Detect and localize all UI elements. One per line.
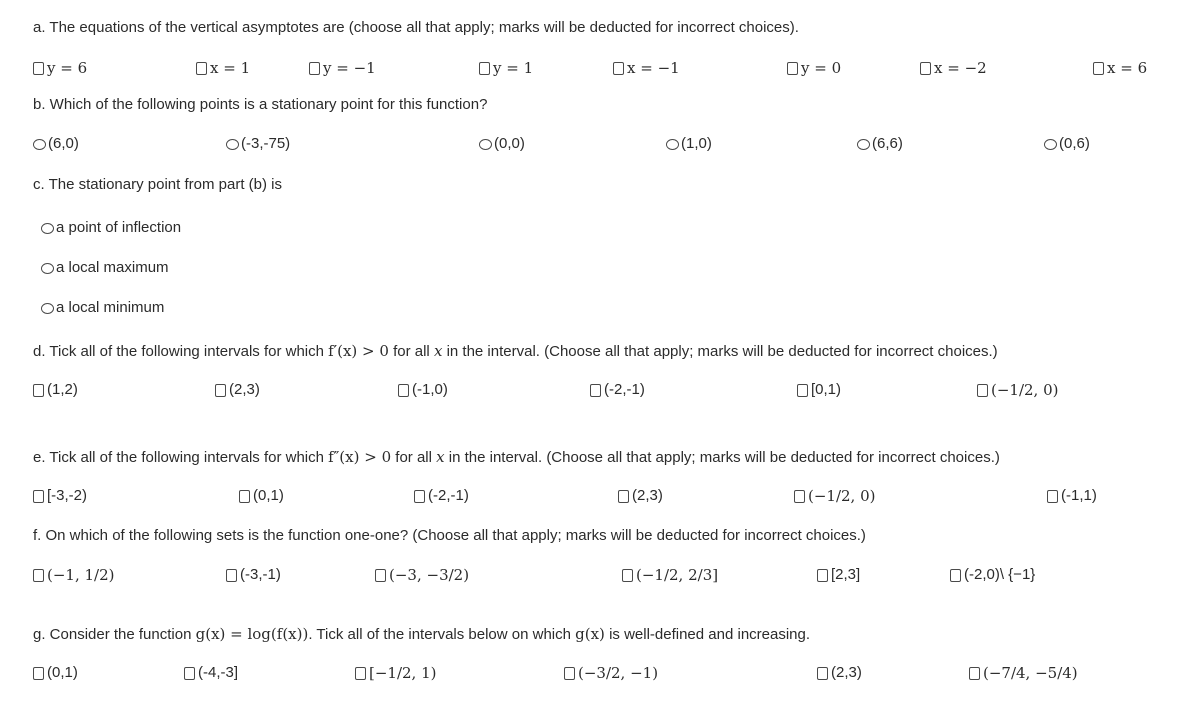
question-g-prompt: g. Consider the function g(x) = log(f(x)). Tick all of the intervals below on which g(x) is well-defined and increasing. [33,625,811,643]
checkbox[interactable] [375,569,386,582]
checkbox[interactable] [33,490,44,503]
option-f-3[interactable]: (−3, −3/2) [375,565,469,585]
question-g-options [0,663,1181,685]
option-b-1[interactable]: (6,0) [33,134,79,154]
option-a-8[interactable]: x = 6 [1093,58,1147,78]
option-e-2[interactable]: (0,1) [239,486,284,506]
checkbox[interactable] [1047,490,1058,503]
option-d-3[interactable]: (-1,0) [398,380,448,400]
checkbox[interactable] [1093,62,1104,75]
checkbox[interactable] [398,384,409,397]
checkbox[interactable] [817,569,828,582]
option-g-1[interactable]: (0,1) [33,663,78,683]
question-c-prompt: c. The stationary point from part (b) is [33,176,282,193]
checkbox[interactable] [196,62,207,75]
radio[interactable] [1044,139,1057,150]
question-f-prompt: f. On which of the following sets is the function one-one? (Choose all that apply; marks will be deducted for incorrect choices.) [33,527,866,544]
option-d-1[interactable]: (1,2) [33,380,78,400]
question-b-options [0,134,1181,156]
checkbox[interactable] [33,62,44,75]
question-d-options [0,380,1181,402]
option-f-6[interactable]: (-2,0)\ {−1} [950,565,1035,585]
question-a-options [0,58,1181,80]
checkbox[interactable] [479,62,490,75]
option-f-5[interactable]: [2,3] [817,565,860,585]
question-d-prompt: d. Tick all of the following intervals for which f′(x) > 0 for all x in the interval. (Choose all that apply; marks will be deducted for incorrect choices.) [33,342,998,360]
option-a-2[interactable]: x = 1 [196,58,250,78]
option-g-6[interactable]: (−7/4, −5/4) [969,663,1078,683]
option-g-2[interactable]: (-4,-3] [184,663,238,683]
question-e-prompt: e. Tick all of the following intervals for which f″(x) > 0 for all x in the interval. (Choose all that apply; marks will be deducted for incorrect choices.) [33,448,1000,466]
option-c-3[interactable]: a local minimum [41,298,164,318]
option-f-4[interactable]: (−1/2, 2/3] [622,565,718,585]
checkbox[interactable] [33,569,44,582]
option-b-4[interactable]: (1,0) [666,134,712,154]
radio[interactable] [479,139,492,150]
radio[interactable] [666,139,679,150]
option-b-2[interactable]: (-3,-75) [226,134,290,154]
radio[interactable] [857,139,870,150]
radio[interactable] [226,139,239,150]
radio[interactable] [41,223,54,234]
checkbox[interactable] [226,569,237,582]
checkbox[interactable] [794,490,805,503]
checkbox[interactable] [184,667,195,680]
option-c-1[interactable]: a point of inflection [41,218,181,238]
option-e-5[interactable]: (−1/2, 0) [794,486,876,506]
option-a-4[interactable]: y = 1 [479,58,533,78]
option-e-1[interactable]: [-3,-2) [33,486,87,506]
checkbox[interactable] [977,384,988,397]
option-a-3[interactable]: y = −1 [309,58,376,78]
checkbox[interactable] [564,667,575,680]
option-b-5[interactable]: (6,6) [857,134,903,154]
radio[interactable] [41,303,54,314]
question-b-prompt: b. Which of the following points is a stationary point for this function? [33,96,488,113]
option-g-4[interactable]: (−3/2, −1) [564,663,658,683]
checkbox[interactable] [817,667,828,680]
checkbox[interactable] [787,62,798,75]
option-d-5[interactable]: [0,1) [797,380,841,400]
option-e-4[interactable]: (2,3) [618,486,663,506]
checkbox[interactable] [309,62,320,75]
checkbox[interactable] [613,62,624,75]
option-e-3[interactable]: (-2,-1) [414,486,469,506]
option-a-6[interactable]: y = 0 [787,58,841,78]
checkbox[interactable] [414,490,425,503]
checkbox[interactable] [920,62,931,75]
option-a-7[interactable]: x = −2 [920,58,987,78]
checkbox[interactable] [33,667,44,680]
checkbox[interactable] [797,384,808,397]
checkbox[interactable] [33,384,44,397]
checkbox[interactable] [622,569,633,582]
option-f-1[interactable]: (−1, 1/2) [33,565,115,585]
question-e-options [0,486,1181,508]
option-a-5[interactable]: x = −1 [613,58,680,78]
checkbox[interactable] [590,384,601,397]
checkbox[interactable] [355,667,366,680]
checkbox[interactable] [239,490,250,503]
option-c-2[interactable]: a local maximum [41,258,169,278]
checkbox[interactable] [618,490,629,503]
radio[interactable] [41,263,54,274]
option-e-6[interactable]: (-1,1) [1047,486,1097,506]
checkbox[interactable] [215,384,226,397]
question-a-prompt: a. The equations of the vertical asymptotes are (choose all that apply; marks will be deducted for incorrect choices). [33,19,799,36]
checkbox[interactable] [969,667,980,680]
option-g-3[interactable]: [−1/2, 1) [355,663,437,683]
option-b-3[interactable]: (0,0) [479,134,525,154]
option-b-6[interactable]: (0,6) [1044,134,1090,154]
option-g-5[interactable]: (2,3) [817,663,862,683]
option-d-4[interactable]: (-2,-1) [590,380,645,400]
option-f-2[interactable]: (-3,-1) [226,565,281,585]
option-d-6[interactable]: (−1/2, 0) [977,380,1059,400]
option-d-2[interactable]: (2,3) [215,380,260,400]
option-a-1[interactable]: y = 6 [33,58,87,78]
question-f-options [0,565,1181,587]
radio[interactable] [33,139,46,150]
checkbox[interactable] [950,569,961,582]
